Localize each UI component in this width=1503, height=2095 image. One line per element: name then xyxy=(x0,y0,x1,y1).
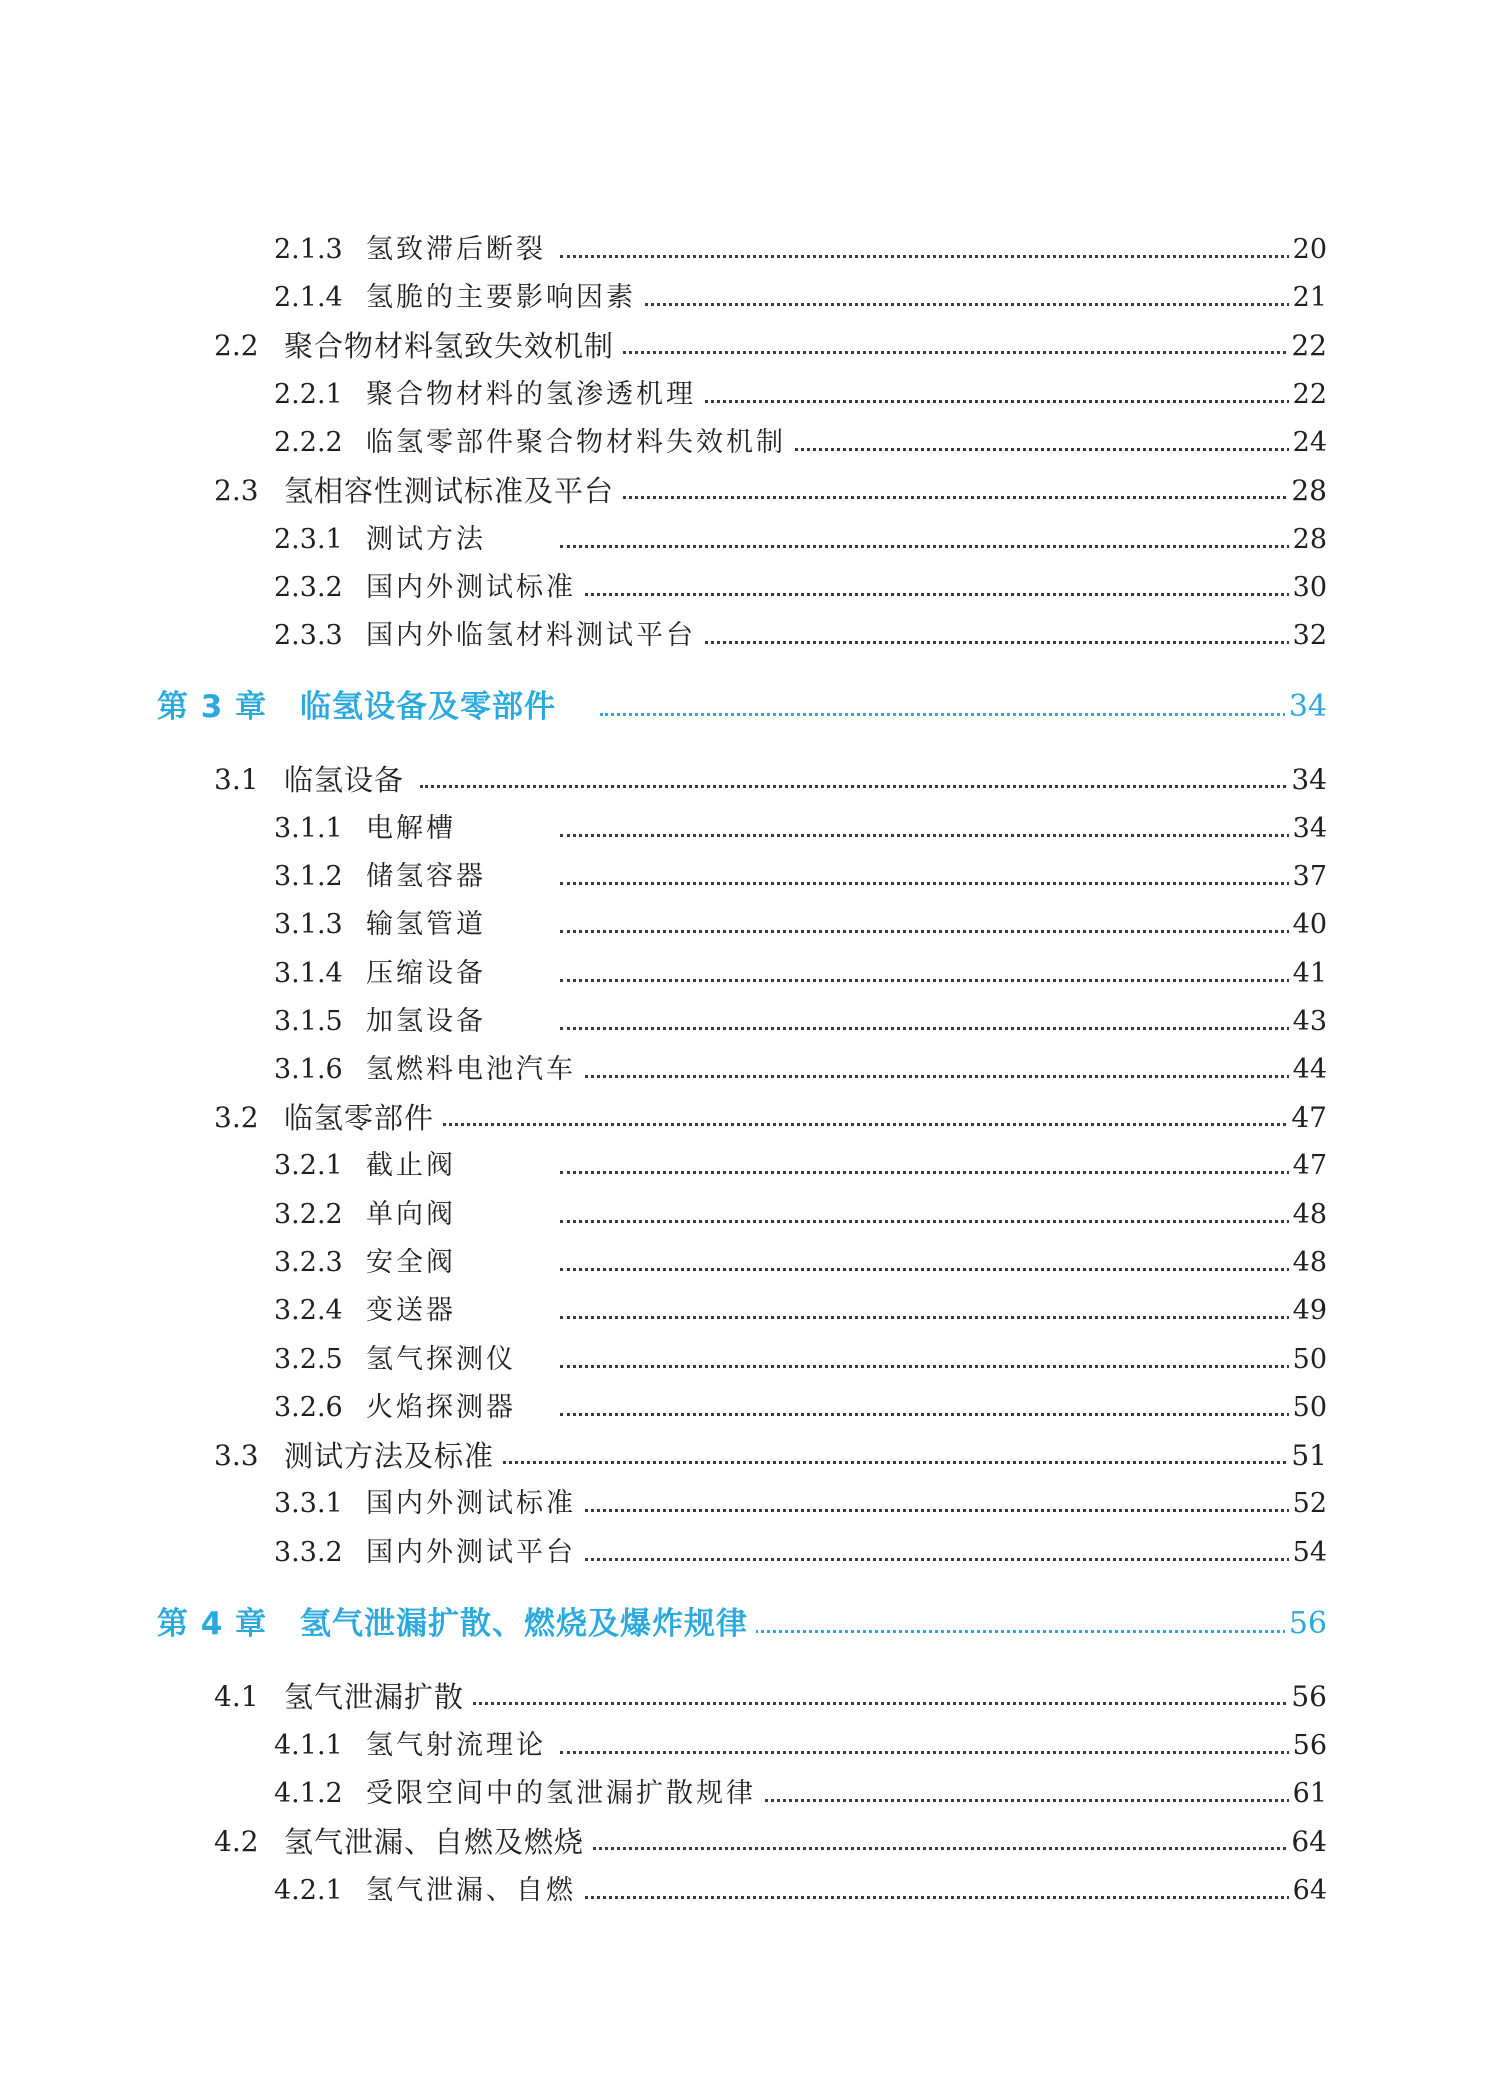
entry-page-number: 34 xyxy=(1289,807,1327,851)
entry-page-number: 32 xyxy=(1289,614,1327,658)
entry-number: 3.1.4 xyxy=(274,952,343,996)
entry-page-number: 41 xyxy=(1289,952,1327,996)
entry-number: 3.1 xyxy=(214,758,259,802)
entry-page-number: 56 xyxy=(1287,1675,1327,1719)
entry-number: 3.2.6 xyxy=(274,1386,343,1430)
toc-entry[interactable] xyxy=(0,1724,1503,1768)
toc-entry[interactable] xyxy=(0,1386,1503,1430)
chapter-number: 第 4 章 xyxy=(157,1597,267,1651)
toc-entry[interactable] xyxy=(0,1482,1503,1526)
dot-leader xyxy=(560,882,1321,885)
toc-entry[interactable] xyxy=(0,1434,1503,1478)
toc-entry[interactable] xyxy=(0,614,1503,658)
entry-number: 4.2.1 xyxy=(274,1869,343,1913)
entry-number: 4.1.1 xyxy=(274,1724,343,1768)
entry-title: 氢燃料电池汽车 xyxy=(366,1048,584,1092)
entry-page-number: 28 xyxy=(1287,469,1327,513)
entry-title: 聚合物材料的氢渗透机理 xyxy=(366,373,704,417)
entry-page-number: 28 xyxy=(1289,518,1327,562)
toc-entry[interactable] xyxy=(0,324,1503,368)
dot-leader xyxy=(560,1316,1321,1319)
entry-title: 单向阀 xyxy=(366,1193,464,1237)
toc-entry[interactable] xyxy=(0,1048,1503,1092)
dot-leader xyxy=(560,979,1321,982)
entry-title: 氢气泄漏、自燃及燃烧 xyxy=(284,1820,592,1864)
entry-page-number: 48 xyxy=(1289,1241,1327,1285)
toc-chapter-entry[interactable] xyxy=(0,680,1503,734)
entry-number: 2.3.3 xyxy=(274,614,343,658)
entry-title: 储氢容器 xyxy=(366,855,494,899)
dot-leader xyxy=(560,545,1321,548)
entry-number: 3.2 xyxy=(214,1096,259,1140)
entry-number: 2.1.4 xyxy=(274,276,343,320)
dot-leader xyxy=(420,1123,1321,1126)
toc-chapter-entry[interactable] xyxy=(0,1597,1503,1651)
entry-number: 3.1.3 xyxy=(274,903,343,947)
dot-leader xyxy=(560,1751,1321,1754)
entry-title: 截止阀 xyxy=(366,1144,464,1188)
entry-title: 临氢零部件聚合物材料失效机制 xyxy=(366,421,794,465)
chapter-title: 氢气泄漏扩散、燃烧及爆炸规律 xyxy=(300,1597,756,1651)
dot-leader xyxy=(560,1027,1321,1030)
entry-title: 氢脆的主要影响因素 xyxy=(366,276,644,320)
entry-number: 2.3.2 xyxy=(274,566,343,610)
entry-title: 输氢管道 xyxy=(366,903,494,947)
toc-entry[interactable] xyxy=(0,1193,1503,1237)
toc-entry[interactable] xyxy=(0,807,1503,851)
dot-leader xyxy=(560,1220,1321,1223)
entry-number: 3.2.5 xyxy=(274,1338,343,1382)
toc-entry[interactable] xyxy=(0,1772,1503,1816)
entry-number: 3.2.2 xyxy=(274,1193,343,1237)
entry-number: 3.3 xyxy=(214,1434,259,1478)
entry-title: 加氢设备 xyxy=(366,1000,494,1044)
entry-page-number: 49 xyxy=(1289,1289,1327,1333)
entry-number: 2.2.2 xyxy=(274,421,343,465)
entry-number: 3.1.2 xyxy=(274,855,343,899)
toc-entry[interactable] xyxy=(0,758,1503,802)
dot-leader xyxy=(560,1509,1321,1512)
entry-page-number: 21 xyxy=(1289,276,1327,320)
entry-page-number: 47 xyxy=(1287,1096,1327,1140)
entry-page-number: 61 xyxy=(1289,1772,1327,1816)
entry-number: 3.1.1 xyxy=(274,807,343,851)
entry-number: 2.2.1 xyxy=(274,373,343,417)
entry-page-number: 50 xyxy=(1289,1386,1327,1430)
chapter-number: 第 3 章 xyxy=(157,680,267,734)
entry-number: 2.3 xyxy=(214,469,259,513)
dot-leader xyxy=(560,1413,1321,1416)
toc-entry[interactable] xyxy=(0,1869,1503,1913)
entry-number: 2.2 xyxy=(214,324,259,368)
dot-leader xyxy=(560,1896,1321,1899)
entry-title: 聚合物材料氢致失效机制 xyxy=(284,324,622,368)
entry-number: 3.1.5 xyxy=(274,1000,343,1044)
chapter-title: 临氢设备及零部件 xyxy=(300,680,564,734)
toc-entry[interactable] xyxy=(0,952,1503,996)
dot-leader xyxy=(560,255,1321,258)
entry-number: 3.2.3 xyxy=(274,1241,343,1285)
entry-title: 氢相容性测试标准及平台 xyxy=(284,469,622,513)
entry-title: 测试方法 xyxy=(366,518,494,562)
entry-page-number: 22 xyxy=(1289,373,1327,417)
entry-title: 安全阀 xyxy=(366,1241,464,1285)
toc-entry[interactable] xyxy=(0,518,1503,562)
entry-number: 3.1.6 xyxy=(274,1048,343,1092)
entry-number: 2.3.1 xyxy=(274,518,343,562)
entry-title: 氢致滞后断裂 xyxy=(366,228,554,272)
dot-leader xyxy=(560,1075,1321,1078)
entry-number: 2.1.3 xyxy=(274,228,343,272)
toc-entry[interactable] xyxy=(0,1241,1503,1285)
entry-page-number: 50 xyxy=(1289,1338,1327,1382)
entry-page-number: 47 xyxy=(1289,1144,1327,1188)
entry-page-number: 20 xyxy=(1289,228,1327,272)
entry-number: 4.1 xyxy=(214,1675,259,1719)
entry-title: 临氢设备 xyxy=(284,758,412,802)
entry-title: 氢气泄漏扩散 xyxy=(284,1675,472,1719)
toc-entry[interactable] xyxy=(0,855,1503,899)
toc-entry[interactable] xyxy=(0,1338,1503,1382)
entry-title: 国内外临氢材料测试平台 xyxy=(366,614,704,658)
dot-leader xyxy=(420,1702,1321,1705)
entry-page-number: 48 xyxy=(1289,1193,1327,1237)
entry-page-number: 34 xyxy=(1287,758,1327,802)
dot-leader xyxy=(600,713,1321,716)
toc-entry[interactable] xyxy=(0,421,1503,465)
toc-entry[interactable] xyxy=(0,1000,1503,1044)
entry-page-number: 56 xyxy=(1289,1724,1327,1768)
dot-leader xyxy=(420,1461,1321,1464)
entry-page-number: 43 xyxy=(1289,1000,1327,1044)
entry-page-number: 52 xyxy=(1289,1482,1327,1526)
entry-page-number: 54 xyxy=(1289,1531,1327,1575)
entry-title: 国内外测试标准 xyxy=(366,566,584,610)
entry-page-number: 22 xyxy=(1287,324,1327,368)
toc-entry[interactable] xyxy=(0,903,1503,947)
entry-title: 氢气泄漏、自燃 xyxy=(366,1869,584,1913)
entry-title: 氢气射流理论 xyxy=(366,1724,554,1768)
entry-page-number: 40 xyxy=(1289,903,1327,947)
chapter-page-number: 34 xyxy=(1285,680,1327,734)
entry-title: 氢气探测仪 xyxy=(366,1338,524,1382)
entry-title: 测试方法及标准 xyxy=(284,1434,502,1478)
toc-entry[interactable] xyxy=(0,276,1503,320)
entry-title: 临氢零部件 xyxy=(284,1096,442,1140)
entry-title: 电解槽 xyxy=(366,807,464,851)
toc-entry[interactable] xyxy=(0,1096,1503,1140)
entry-page-number: 64 xyxy=(1287,1820,1327,1864)
toc-entry[interactable] xyxy=(0,566,1503,610)
dot-leader xyxy=(560,593,1321,596)
entry-title: 变送器 xyxy=(366,1289,464,1333)
toc-entry[interactable] xyxy=(0,469,1503,513)
dot-leader xyxy=(560,1268,1321,1271)
dot-leader xyxy=(560,1558,1321,1561)
entry-title: 国内外测试标准 xyxy=(366,1482,584,1526)
dot-leader xyxy=(560,303,1321,306)
entry-number: 4.1.2 xyxy=(274,1772,343,1816)
toc-entry[interactable] xyxy=(0,1531,1503,1575)
toc-entry[interactable] xyxy=(0,1289,1503,1333)
entry-title: 国内外测试平台 xyxy=(366,1531,584,1575)
toc-entry[interactable] xyxy=(0,228,1503,272)
dot-leader xyxy=(560,1171,1321,1174)
entry-page-number: 51 xyxy=(1287,1434,1327,1478)
chapter-page-number: 56 xyxy=(1285,1597,1327,1651)
entry-number: 3.2.4 xyxy=(274,1289,343,1333)
dot-leader xyxy=(560,1365,1321,1368)
entry-title: 火焰探测器 xyxy=(366,1386,524,1430)
entry-page-number: 24 xyxy=(1289,421,1327,465)
toc-entry[interactable] xyxy=(0,373,1503,417)
entry-number: 3.3.1 xyxy=(274,1482,343,1526)
entry-page-number: 44 xyxy=(1289,1048,1327,1092)
entry-title: 受限空间中的氢泄漏扩散规律 xyxy=(366,1772,764,1816)
entry-number: 3.2.1 xyxy=(274,1144,343,1188)
entry-page-number: 64 xyxy=(1289,1869,1327,1913)
entry-page-number: 37 xyxy=(1289,855,1327,899)
entry-number: 4.2 xyxy=(214,1820,259,1864)
entry-number: 3.3.2 xyxy=(274,1531,343,1575)
toc-entry[interactable] xyxy=(0,1820,1503,1864)
entry-title: 压缩设备 xyxy=(366,952,494,996)
dot-leader xyxy=(420,785,1321,788)
dot-leader xyxy=(560,834,1321,837)
toc-entry[interactable] xyxy=(0,1675,1503,1719)
dot-leader xyxy=(560,930,1321,933)
toc-entry[interactable] xyxy=(0,1144,1503,1188)
entry-page-number: 30 xyxy=(1289,566,1327,610)
